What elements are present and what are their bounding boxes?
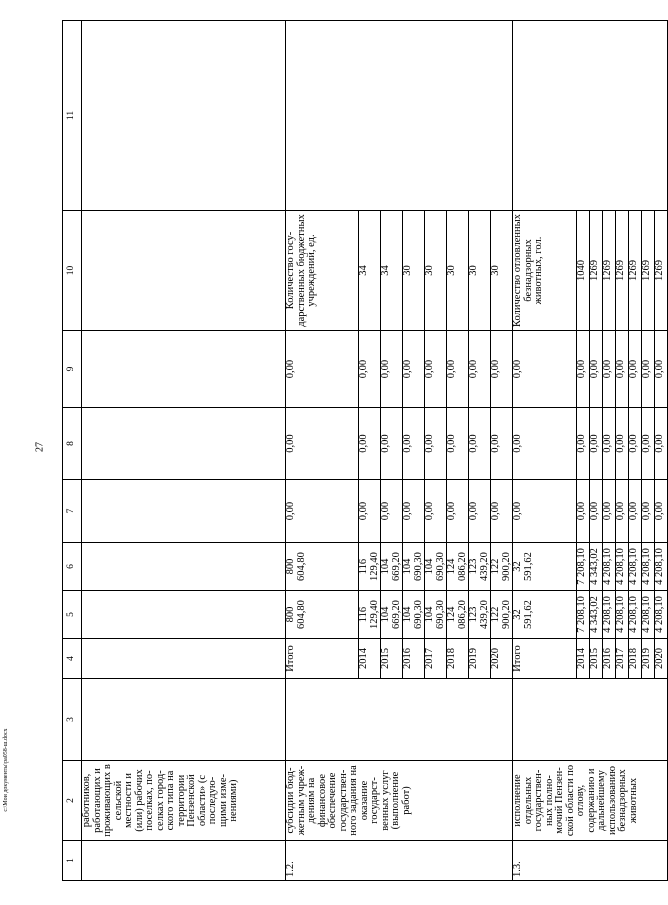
year-cell: 2018	[447, 639, 469, 679]
section-1-3	[513, 21, 668, 881]
value-cell: 123 439,20	[469, 591, 491, 639]
value-cell: 104 669,20	[381, 543, 403, 591]
column-number-row	[63, 21, 82, 881]
value-cell: 30	[425, 211, 447, 331]
value-cell: 34	[359, 211, 381, 331]
value-cell: 104 690,30	[425, 591, 447, 639]
year-cell: 2020	[491, 639, 513, 679]
footer-file-path: c:\Мои документы\ра058-ш.docx	[3, 728, 9, 812]
value-cell: 7 208,10	[577, 591, 590, 639]
value-cell: 0,00	[359, 408, 381, 480]
value-cell: 4 208,10	[642, 591, 655, 639]
indicator-title: Количество отловленных безнадзорных животных, гол.	[513, 211, 577, 331]
total-cell: 32 591,62	[513, 591, 577, 639]
col-header: 9	[63, 331, 82, 408]
value-cell: 0,00	[469, 408, 491, 480]
col-header: 5	[63, 591, 82, 639]
year-cell: 2014	[359, 639, 381, 679]
value-cell: 0,00	[577, 480, 590, 543]
value-cell: 104 690,30	[403, 591, 425, 639]
value-cell: 124 086,20	[447, 591, 469, 639]
total-cell: 0,00	[286, 331, 359, 408]
value-cell: 0,00	[590, 331, 603, 408]
section-number: 1.3.	[513, 841, 668, 881]
year-cell: 2020	[655, 639, 668, 679]
value-cell: 104 690,30	[425, 543, 447, 591]
indicator-title: Количество госу-дарственных бюджетных учреждений, ед.	[286, 211, 359, 331]
value-cell: 0,00	[616, 480, 629, 543]
total-cell: 0,00	[286, 408, 359, 480]
page-number: 27	[34, 442, 46, 452]
value-cell: 0,00	[616, 408, 629, 480]
value-cell: 0,00	[491, 408, 513, 480]
value-cell: 0,00	[359, 480, 381, 543]
value-cell: 0,00	[469, 480, 491, 543]
col-header: 3	[63, 679, 82, 761]
value-cell: 0,00	[603, 480, 616, 543]
year-cell: 2016	[603, 639, 616, 679]
col-header: 6	[63, 543, 82, 591]
value-cell: 4 343,02	[590, 591, 603, 639]
value-cell: 0,00	[642, 408, 655, 480]
value-cell: 0,00	[655, 331, 668, 408]
value-cell: 0,00	[447, 408, 469, 480]
value-cell: 0,00	[577, 408, 590, 480]
total-label: Итого	[513, 639, 577, 679]
continued-section-row	[82, 21, 286, 881]
value-cell: 122 900,20	[491, 543, 513, 591]
value-cell: 0,00	[629, 408, 642, 480]
value-cell: 0,00	[447, 480, 469, 543]
rotated-table-container	[62, 21, 665, 881]
section-description: субсидии бюд-жетным учреж-дениям на финансовое обеспечение государствен-ного задания на оказание государст-венных услуг (выполнение работ)	[286, 761, 513, 841]
col-header: 2	[63, 761, 82, 841]
total-cell: 800 604,80	[286, 543, 359, 591]
year-cell: 2018	[629, 639, 642, 679]
value-cell: 4 208,10	[629, 543, 642, 591]
col-header: 1	[63, 841, 82, 881]
section-total-row	[286, 21, 359, 881]
value-cell: 0,00	[603, 408, 616, 480]
year-cell: 2019	[642, 639, 655, 679]
value-cell: 0,00	[381, 480, 403, 543]
value-cell: 1269	[655, 211, 668, 331]
value-cell: 0,00	[577, 331, 590, 408]
section-description: исполнение отдельных государствен-ных полно-мочий Пензен-ской области по отлову, содержанию и дальнейшему использованию безнадзорных животных	[513, 761, 668, 841]
year-cell: 2019	[469, 639, 491, 679]
col-header: 11	[63, 21, 82, 211]
total-label: Итого	[286, 639, 359, 679]
col-header: 4	[63, 639, 82, 679]
value-cell: 0,00	[403, 480, 425, 543]
col-header: 7	[63, 480, 82, 543]
value-cell: 0,00	[655, 408, 668, 480]
year-cell: 2017	[616, 639, 629, 679]
value-cell: 0,00	[590, 480, 603, 543]
total-cell: 0,00	[513, 408, 577, 480]
program-table	[62, 20, 668, 881]
value-cell: 4 208,10	[642, 543, 655, 591]
year-cell: 2014	[577, 639, 590, 679]
col-header: 8	[63, 408, 82, 480]
value-cell: 0,00	[629, 480, 642, 543]
value-cell: 104 669,20	[381, 591, 403, 639]
value-cell: 34	[381, 211, 403, 331]
value-cell: 0,00	[425, 408, 447, 480]
value-cell: 104 690,30	[403, 543, 425, 591]
value-cell: 0,00	[469, 331, 491, 408]
value-cell: 123 439,20	[469, 543, 491, 591]
value-cell: 30	[491, 211, 513, 331]
value-cell: 0,00	[447, 331, 469, 408]
total-cell: 0,00	[513, 480, 577, 543]
value-cell: 0,00	[629, 331, 642, 408]
value-cell: 4 208,10	[603, 591, 616, 639]
value-cell: 7 208,10	[577, 543, 590, 591]
total-cell: 800 604,80	[286, 591, 359, 639]
value-cell: 0,00	[425, 480, 447, 543]
value-cell: 0,00	[655, 480, 668, 543]
value-cell: 4 208,10	[629, 591, 642, 639]
value-cell: 4 208,10	[616, 591, 629, 639]
value-cell: 4 208,10	[655, 591, 668, 639]
value-cell: 30	[469, 211, 491, 331]
total-cell: 0,00	[513, 331, 577, 408]
value-cell: 122 900,20	[491, 591, 513, 639]
value-cell: 0,00	[590, 408, 603, 480]
value-cell: 1269	[603, 211, 616, 331]
value-cell: 1040	[577, 211, 590, 331]
value-cell: 4 208,10	[655, 543, 668, 591]
year-cell: 2017	[425, 639, 447, 679]
value-cell: 1269	[629, 211, 642, 331]
value-cell: 30	[403, 211, 425, 331]
value-cell: 0,00	[425, 331, 447, 408]
value-cell: 0,00	[403, 331, 425, 408]
value-cell: 124 086,20	[447, 543, 469, 591]
value-cell: 0,00	[381, 331, 403, 408]
value-cell: 0,00	[491, 331, 513, 408]
year-cell: 2015	[590, 639, 603, 679]
value-cell: 0,00	[616, 331, 629, 408]
value-cell: 0,00	[642, 331, 655, 408]
value-cell: 0,00	[403, 408, 425, 480]
col-header: 10	[63, 211, 82, 331]
value-cell: 116 129,40	[359, 591, 381, 639]
value-cell: 4 343,02	[590, 543, 603, 591]
value-cell: 4 208,10	[603, 543, 616, 591]
value-cell: 0,00	[603, 331, 616, 408]
value-cell: 30	[447, 211, 469, 331]
section-number: 1.2.	[286, 841, 513, 881]
value-cell: 0,00	[491, 480, 513, 543]
continued-description: работников, работающих и проживающих в сельской местности и (или) рабочих поселках, по-селках город-ского типа на территории Пензенской области» (с последую-щими изме-нениями)	[82, 761, 286, 841]
value-cell: 1269	[642, 211, 655, 331]
section-total-row	[513, 21, 577, 881]
value-cell: 1269	[616, 211, 629, 331]
value-cell: 0,00	[359, 331, 381, 408]
value-cell: 0,00	[642, 480, 655, 543]
value-cell: 116 129,40	[359, 543, 381, 591]
total-cell: 0,00	[286, 480, 359, 543]
value-cell: 1269	[590, 211, 603, 331]
year-cell: 2016	[403, 639, 425, 679]
section-1-2	[286, 21, 513, 881]
total-cell: 32 591,62	[513, 543, 577, 591]
value-cell: 4 208,10	[616, 543, 629, 591]
value-cell: 0,00	[381, 408, 403, 480]
year-cell: 2015	[381, 639, 403, 679]
